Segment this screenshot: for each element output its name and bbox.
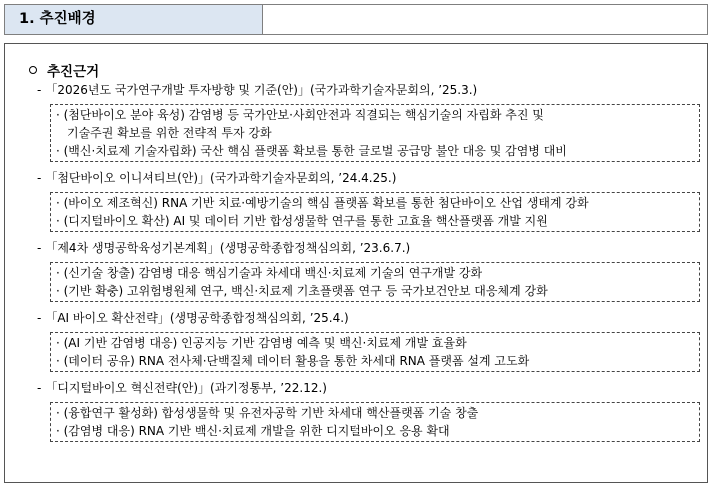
detail-box [50,402,700,442]
detail-item: · (신기술 창출) 감염병 대응 핵심기술과 차세대 백신·치료제 기술의 연구개발 강화 [56,266,483,280]
source-title [37,169,707,187]
content-box [4,43,708,483]
dash-bullet-icon: - [37,311,42,325]
dash-bullet-icon: - [37,171,42,185]
heading [29,59,707,81]
detail-item: · (감염병 대응) RNA 기반 백신·치료제 개발을 위한 디지털바이오 응용 확대 [56,424,450,438]
detail-box [50,104,700,162]
source-title [37,309,707,327]
detail-item: · (바이오 제조혁신) RNA 기반 치료·예방기술의 핵심 플랫폼 확보를 통한 첨단바이오 산업 생태계 강화 [56,196,589,210]
source-title [37,379,707,397]
source-title-text: 「첨단바이오 이니셔티브(안)」(국가과학기술자문회의, ’24.4.25.) [45,171,397,185]
source-title-text: 「AI 바이오 확산전략」(생명공학종합정책심의회, ’25.4.) [45,311,349,325]
detail-item: · (융합연구 활성화) 합성생물학 및 유전자공학 기반 차세대 핵산플랫폼 기술 창출 [56,406,479,420]
detail-item: · (디지털바이오 확산) AI 및 데이터 기반 합성생물학 연구를 통한 고효율 핵산플랫폼 개발 지원 [56,214,548,228]
detail-item: · (기반 확충) 고위험병원체 연구, 백신·치료제 기초플랫폼 연구 등 국가보건안보 대응체계 강화 [56,284,548,298]
heading-text: 추진근거 [47,64,100,80]
source-title-text: 「제4차 생명공학육성기본계획」(생명공학종합정책심의회, ’23.6.7.) [45,241,411,255]
title-bar-empty-cell [263,5,707,34]
sources-list [29,81,707,442]
source-title [37,81,707,99]
circle-bullet-icon [29,66,37,74]
detail-item-continuation: 기술주권 확보를 위한 전략적 투자 강화 [67,126,272,140]
source-title-text: 「디지털바이오 혁신전략(안)」(과기정통부, ’22.12.) [45,381,327,395]
source-title-text: 「2026년도 국가연구개발 투자방향 및 기준(안)」(국가과학기술자문회의, ’25.3.) [45,83,478,97]
detail-item: · (데이터 공유) RNA 전사체·단백질체 데이터 활용을 통한 차세대 RNA 플랫폼 설계 고도화 [56,354,530,368]
dash-bullet-icon: - [37,83,42,97]
detail-item: · (AI 기반 감염병 대응) 인공지능 기반 감염병 예측 및 백신·치료제 개발 효율화 [56,336,467,350]
dash-bullet-icon: - [37,241,42,255]
dash-bullet-icon: - [37,381,42,395]
detail-item: · (백신·치료제 기술자립화) 국산 핵심 플랫폼 확보를 통한 글로벌 공급망 불안 대응 및 감염병 대비 [56,144,567,158]
detail-box [50,332,700,372]
detail-box [50,262,700,302]
section-title-bar [4,4,708,35]
detail-item: · (첨단바이오 분야 육성) 감염병 등 국가안보·사회안전과 직결되는 핵심기술의 자립화 추진 및 [56,108,544,122]
source-title [37,239,707,257]
detail-box [50,192,700,232]
section-title: 1. 추진배경 [5,5,263,34]
